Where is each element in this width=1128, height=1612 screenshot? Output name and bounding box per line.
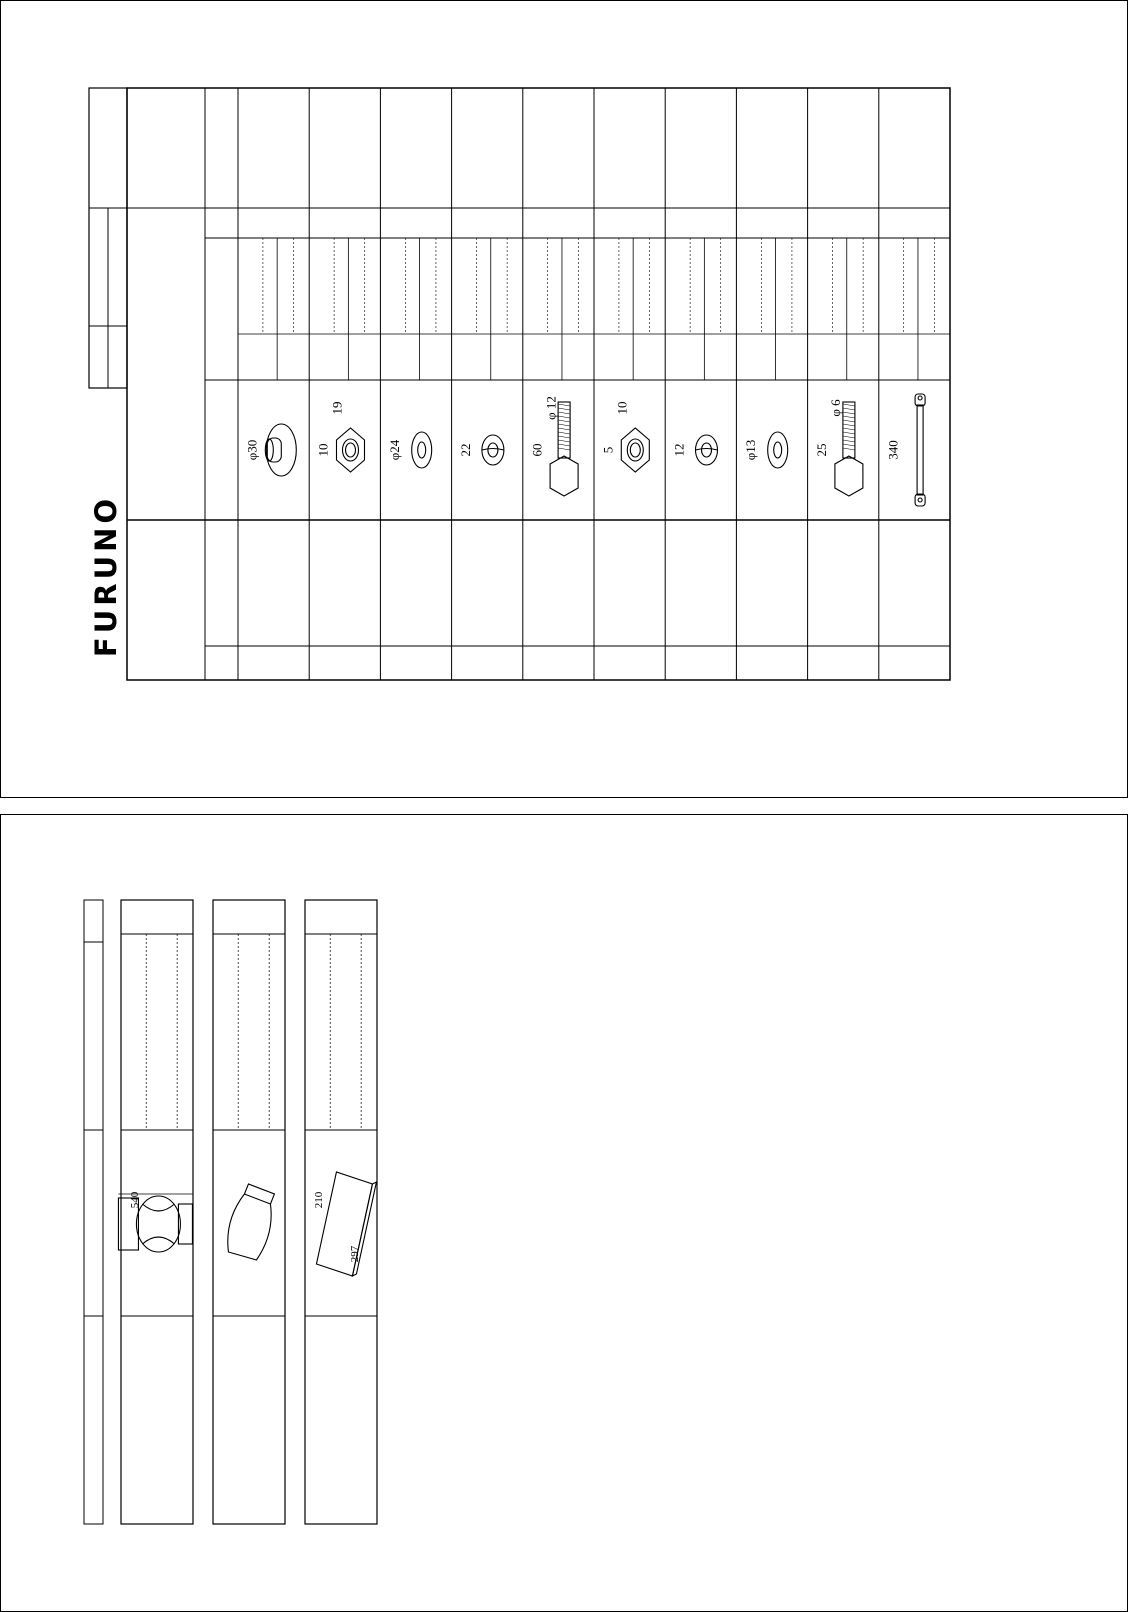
flat-washer-icon: [768, 432, 788, 468]
sheet-packing-list-page-1: [0, 0, 1128, 798]
dimension-label: [316, 444, 331, 457]
ground-strap-icon: [915, 394, 925, 506]
hex-nut-icon: [336, 428, 364, 472]
spring-washer-icon: [482, 435, 504, 465]
part-rows: [118, 900, 377, 1524]
svg-text:φ24: φ24: [386, 439, 402, 461]
dimension-label: [529, 444, 544, 457]
part-row: [309, 88, 380, 680]
dimension-label: [615, 402, 630, 415]
header-block: [89, 88, 127, 388]
main-grid: [127, 88, 950, 680]
svg-text:12: 12: [671, 443, 687, 457]
svg-text:540: 540: [129, 1191, 141, 1209]
parts-table-2: [0, 814, 1128, 1612]
furuno-logo: [89, 495, 123, 657]
spring-washer-icon: [695, 435, 717, 465]
flat-sheet-icon: [316, 1172, 376, 1276]
part-row: [213, 900, 285, 1524]
part-row: [238, 88, 309, 680]
dimension-label: [672, 444, 687, 457]
svg-text:19: 19: [329, 401, 345, 415]
dimension-label: [601, 447, 616, 454]
dimension-label: [387, 439, 402, 460]
dimension-label: [814, 444, 829, 457]
svg-text:FURUNO: FURUNO: [89, 494, 123, 658]
part-row: [523, 88, 594, 680]
part-row: [305, 900, 377, 1524]
sheet-packing-list-page-2: [0, 814, 1128, 1612]
parts-table-1: [0, 0, 1128, 798]
dimension-label: [349, 1245, 361, 1262]
svg-text:10: 10: [614, 401, 630, 415]
svg-text:φ30: φ30: [244, 439, 260, 461]
svg-text:φ13: φ13: [742, 439, 758, 461]
svg-text:25: 25: [814, 443, 830, 457]
dimension-label: [543, 396, 558, 420]
dimension-label: [743, 440, 758, 461]
svg-text:340: 340: [885, 440, 901, 460]
flange-washer-icon: [265, 424, 296, 476]
svg-text:210: 210: [313, 1191, 325, 1209]
svg-text:60: 60: [529, 443, 545, 457]
flat-washer-icon: [412, 432, 432, 468]
part-row: [736, 88, 807, 680]
hex-nut-icon: [621, 428, 649, 472]
dimension-label: [313, 1191, 325, 1208]
dimension-label: [129, 1191, 141, 1208]
svg-text:φ 12: φ 12: [543, 396, 559, 420]
dimension-label: [245, 440, 260, 461]
cover-bag-icon: [228, 1184, 275, 1260]
part-row: [380, 88, 451, 680]
svg-text:φ 6: φ 6: [828, 399, 844, 417]
dimension-label: [885, 440, 900, 460]
dimension-label: [458, 444, 473, 457]
dimension-label: [828, 399, 843, 417]
part-row: [452, 88, 523, 680]
svg-text:10: 10: [315, 443, 331, 457]
part-row: [118, 900, 193, 1524]
part-row: [879, 88, 950, 680]
part-row: [594, 88, 665, 680]
part-row: [665, 88, 736, 680]
svg-text:297: 297: [349, 1245, 361, 1263]
dimension-label: [330, 402, 345, 415]
svg-text:5: 5: [600, 446, 616, 454]
part-rows: [238, 88, 950, 680]
svg-text:22: 22: [458, 443, 474, 457]
part-row: [808, 88, 879, 680]
header-strip: [84, 900, 103, 1524]
